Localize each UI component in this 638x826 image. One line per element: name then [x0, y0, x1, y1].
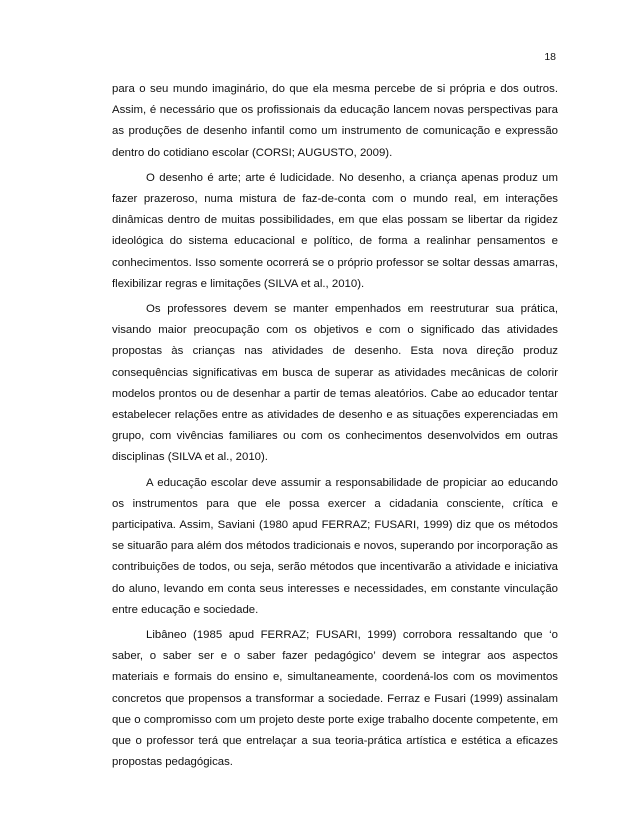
paragraph-professores: Os professores devem se manter empenhados em reestruturar sua prática, visando maior preocupação com os objetivos e com o significado das atividades propostas às crianças nas atividades de desenho. Esta nova direção produz consequências significativas em busca de superar as atividades mecânicas de colorir modelos prontos ou de desenhar a partir de temas aleatórios. Cabe ao educador tentar estabelecer relações entre as atividades de desenho e as situações experenciadas em grupo, com vivências familiares ou com os conhecimentos desenvolvidos em outras disciplinas (SILVA et al., 2010).	[112, 303, 558, 464]
page-number: 18	[544, 51, 556, 63]
paragraph-educacao-escolar: A educação escolar deve assumir a responsabilidade de propiciar ao educando os instrumentos para que ele possa exercer a cidadania consciente, crítica e participativa. Assim, Saviani (1980 apud FERRAZ; FUSARI, 1999) diz que os métodos se situarão para além dos métodos tradicionais e novos, superando por incorporação as contribuições de todos, ou seja, serão métodos que incentivarão a atividade e iniciativa do aluno, levando em conta seus interesses e necessidades, em constante vinculação entre educação e sociedade.	[112, 476, 558, 616]
paragraph-desenho-arte: O desenho é arte; arte é ludicidade. No desenho, a criança apenas produz um fazer prazeroso, numa mistura de faz-de-conta com o mundo real, em interações dinâmicas dentro de muitas possibilidades, em que elas possam se libertar da rigidez ideológica do sistema educacional e político, de forma a realinhar pensamentos e conhecimentos. Isso somente ocorrerá se o próprio professor se soltar dessas amarras, flexibilizar regras e limitações (SILVA et al., 2010).	[112, 171, 558, 290]
paragraph-continuation: para o seu mundo imaginário, do que ela mesma percebe de si própria e dos outros. Assim, é necessário que os profissionais da educação lancem novas perspectivas para as produções de desenho infantil como um instrumento de comunicação e expressão dentro do cotidiano escolar (CORSI; AUGUSTO, 2009).	[112, 83, 558, 159]
body-text	[112, 79, 558, 778]
paragraph-libaneo: Libâneo (1985 apud FERRAZ; FUSARI, 1999) corrobora ressaltando que ‘o saber, o saber ser e o saber fazer pedagógico’ devem se integrar aos aspectos materiais e formais do ensino e, simultaneamente, coordená-los com os movimentos concretos que propensos a transformar a sociedade. Ferraz e Fusari (1999) assinalam que o compromisso com um projeto deste porte exige trabalho docente competente, em que o professor terá que entrelaçar a sua teoria-prática artística e estética a eficazes propostas pedagógicas.	[112, 629, 558, 769]
